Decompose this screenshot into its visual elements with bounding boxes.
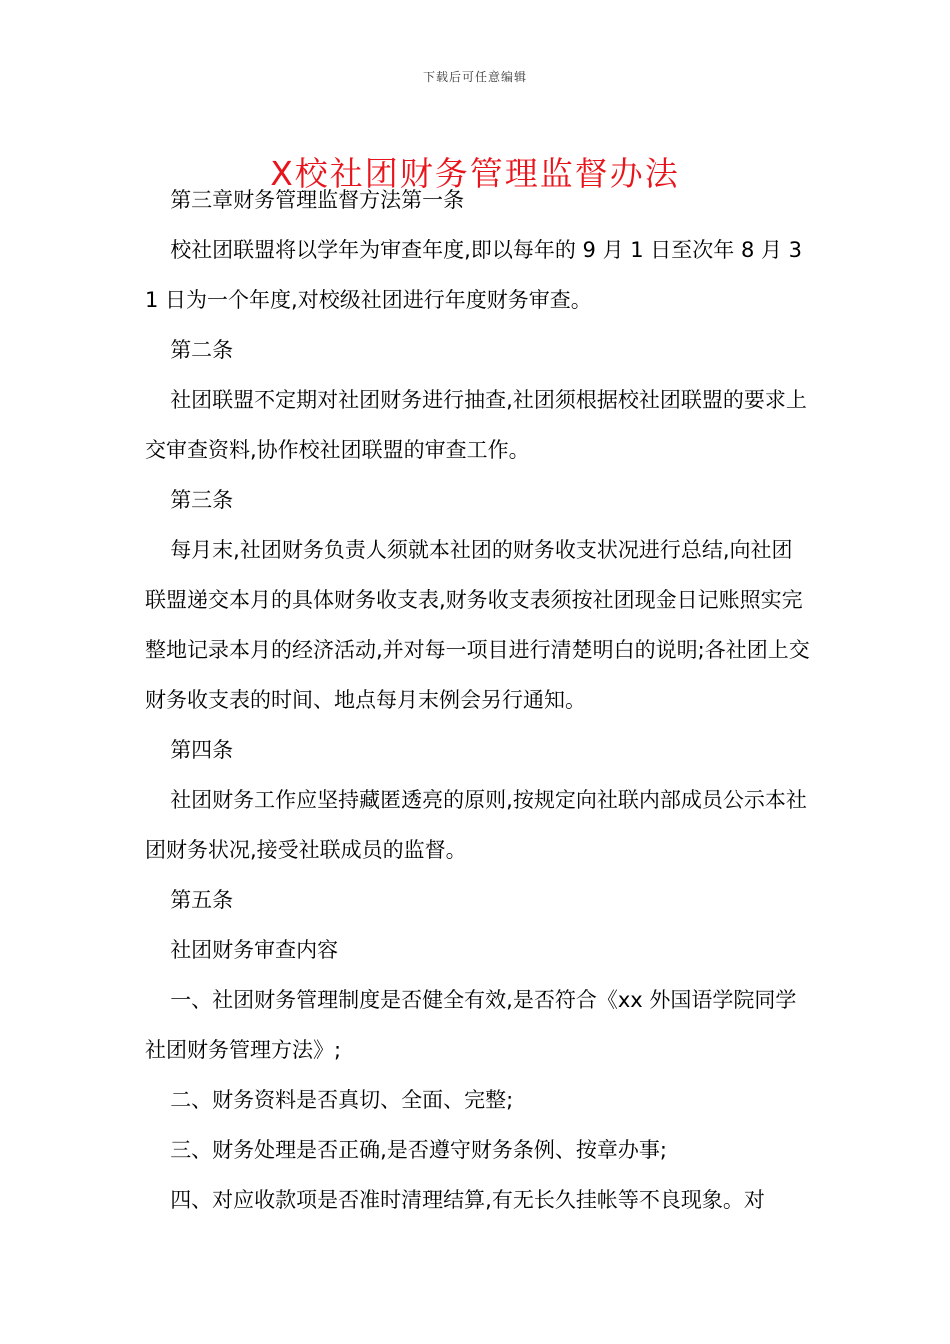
document-body bbox=[145, 175, 810, 1225]
paragraph: 社团财务审查内容 bbox=[170, 938, 339, 962]
paragraph: 校社团联盟将以学年为审查年度,即以每年的 9 月 1 日至次年 8 月 31 日为一个年度,对校级社团进行年度财务审查。 bbox=[145, 238, 803, 312]
paragraph: 社团财务工作应坚持藏匿透亮的原则,按规定向社联内部成员公示本社团财务状况,接受社联成员的监督。 bbox=[145, 788, 807, 862]
header-note: 下载后可任意编辑 bbox=[422, 70, 527, 84]
paragraph: 第五条 bbox=[170, 888, 234, 912]
paragraph: 三、财务处理是否正确,是否遵守财务条例、按章办事; bbox=[170, 1138, 667, 1162]
paragraph: 第四条 bbox=[170, 738, 234, 762]
paragraph: 第三章财务管理监督方法第一条 bbox=[170, 188, 465, 212]
document-title: X校社团财务管理监督办法 bbox=[270, 154, 680, 194]
paragraph: 四、对应收款项是否准时清理结算,有无长久挂帐等不良现象。对 bbox=[170, 1188, 765, 1212]
paragraph: 二、财务资料是否真切、全面、完整; bbox=[170, 1088, 514, 1112]
paragraph: 第二条 bbox=[170, 338, 234, 362]
paragraph: 第三条 bbox=[170, 488, 234, 512]
paragraph: 一、社团财务管理制度是否健全有效,是否符合《xx 外国语学院同学社团财务管理方法》; bbox=[145, 988, 797, 1062]
paragraph: 社团联盟不定期对社团财务进行抽查,社团须根据校社团联盟的要求上交审查资料,协作校社团联盟的审查工作。 bbox=[145, 388, 807, 462]
paragraph: 每月末,社团财务负责人须就本社团的财务收支状况进行总结,向社团联盟递交本月的具体财务收支表,财务收支表须按社团现金日记账照实完整地记录本月的经济活动,并对每一项目进行清楚明白的说明;各社团上交财务收支表的时间、地点每月末例会另行通知。 bbox=[145, 538, 810, 712]
